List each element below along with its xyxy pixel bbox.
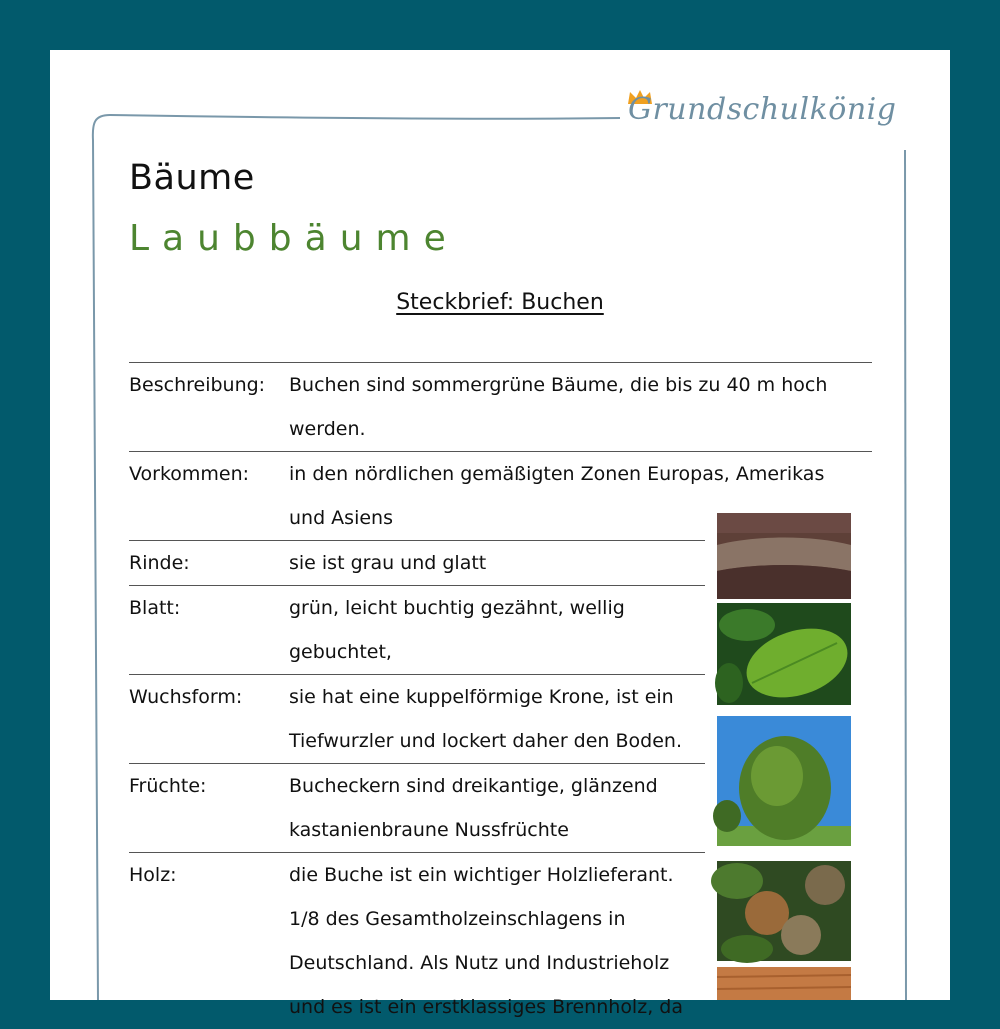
table-row	[129, 852, 705, 1029]
row-label: Beschreibung:	[129, 374, 266, 396]
row-description: in den nördlichen gemäßigten Zonen Europas, Amerikas und Asiens	[289, 463, 825, 529]
row-label: Früchte:	[129, 775, 207, 797]
row-label: Rinde:	[129, 552, 190, 574]
row-description: sie ist grau und glatt	[289, 552, 487, 574]
row-label: Wuchsform:	[129, 686, 243, 708]
row-description: Buchen sind sommergrüne Bäume, die bis zu 40 m hoch werden.	[289, 374, 828, 440]
row-description: die Buche ist ein wichtiger Holzlieferant. 1/8 des Gesamtholzeinschlagens in Deutschland. Als Nutz und Industrieholz und es ist ein erstklassiges Brennholz, da	[289, 864, 683, 1018]
table-row	[129, 540, 705, 585]
table-row	[129, 674, 705, 763]
row-label: Holz:	[129, 864, 177, 886]
page-subtitle: Laubbäume	[129, 218, 459, 259]
bark-photo	[717, 513, 851, 599]
row-description: grün, leicht buchtig gezähnt, wellig gebuchtet,	[289, 597, 625, 663]
page-title: Bäume	[129, 158, 255, 198]
row-description: sie hat eine kuppelförmige Krone, ist ein Tiefwurzler und lockert daher den Boden.	[289, 686, 682, 752]
brand-logo: Grundschulkönig	[628, 92, 897, 127]
row-label: Vorkommen:	[129, 463, 250, 485]
table-row	[129, 763, 705, 852]
row-description: Bucheckern sind dreikantige, glänzend kastanienbraune Nussfrüchte	[289, 775, 658, 841]
leaf-photo	[717, 603, 851, 705]
table-row	[129, 362, 872, 451]
worksheet	[50, 50, 950, 1018]
row-label: Blatt:	[129, 597, 181, 619]
table-row	[129, 585, 705, 674]
section-heading: Steckbrief: Buchen	[396, 290, 604, 315]
wood-photo	[717, 967, 851, 1000]
beechnut-photo	[717, 861, 851, 961]
tree-photo	[717, 716, 851, 846]
